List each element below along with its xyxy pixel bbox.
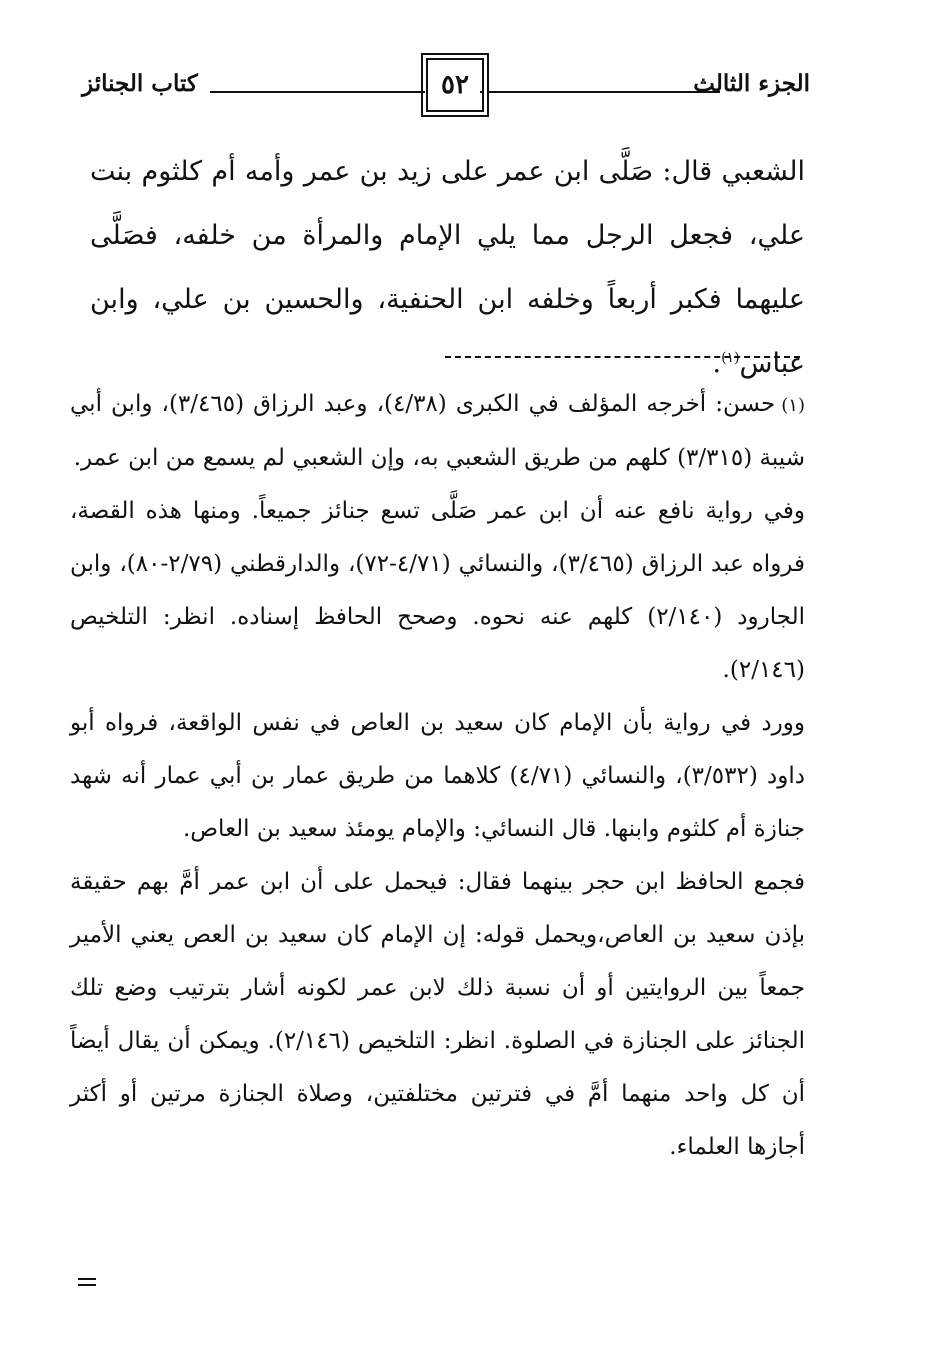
footnote-paragraph bbox=[70, 697, 805, 856]
footnote-text-1: حسن: أخرجه المؤلف في الكبرى (٤/٣٨)، وعبد الرزاق (٣/٤٦٥)، وابن أبي شيبة (٣/٣١٥) كلهم من طريق الشعبي به، وإن الشعبي لم يسمع من ابن عمر. bbox=[70, 391, 805, 471]
footnote-text-3: وورد في رواية بأن الإمام كان سعيد بن العاص في نفس الواقعة، فرواه أبو داود (٣/٥٣٢)، والنسائي (٤/٧١) كلاهما من طريق عمار بن أبي عمار أنه شهد جنازة أم كلثوم وابنها. قال النسائي: والإمام يومئذ سعيد بن العاص. bbox=[70, 710, 806, 842]
footnote-paragraph bbox=[70, 856, 805, 1174]
page-number: ٥٢ bbox=[441, 70, 469, 100]
footnote-marker: (١) bbox=[781, 395, 805, 416]
page-number-box bbox=[426, 58, 484, 112]
main-paragraph: الشعبي قال: صَلَّى ابن عمر على زيد بن عمر وأمه أم كلثوم بنت علي، فجعل الرجل مما يلي الإمام والمرأة من خلفه، فصَلَّى عليهما فكبر أربعاً وخلفه ابن الحنفية، والحسين بن علي، وابن عباس bbox=[90, 156, 805, 379]
header-part-title: الجزء الثالث bbox=[693, 70, 810, 97]
footnotes bbox=[70, 378, 805, 1174]
footnote-text-4: فجمع الحافظ ابن حجر بينهما فقال: فيحمل على أن ابن عمر أمَّ بهم حقيقة بإذن سعيد بن العاص،ويحمل قوله: إن الإمام كان سعيد بن العص يعني الأمير جمعاً بين الروايتين أو أن نسبة ذلك لابن عمر لكونه أشار بترتيب وضع تلك الجنائز على الجنازة في الصلوة. انظر: التلخيص (٢/١٤٦). ويمكن أن يقال أيضاً أن كل واحد منهما أمَّ في فترتين مختلفتين، وصلاة الجنازة مرتين أو أكثر أجازها العلماء. bbox=[70, 869, 805, 1160]
main-end-punct: . bbox=[712, 348, 722, 379]
header-rule-right bbox=[480, 91, 720, 93]
footnote-paragraph bbox=[70, 485, 805, 697]
header-rule-left bbox=[210, 91, 425, 93]
footnote-text-2: وفي رواية نافع عنه أن ابن عمر صَلَّى تسع جنائز جميعاً. ومنها هذه القصة، فرواه عبد الرزاق (٣/٤٦٥)، والنسائي (٤/٧١-٧٢)، والدارقطني (٢/٧٩-٨٠)، وابن الجارود (٢/١٤٠) كلهم عنه نحوه. وصحح الحافظ إسناده. انظر: التلخيص (٢/١٤٦). bbox=[70, 498, 805, 683]
footnote-ref: (١) bbox=[721, 350, 740, 366]
page-header bbox=[70, 58, 810, 118]
footnote-paragraph bbox=[70, 378, 805, 485]
page-end-mark bbox=[78, 1278, 96, 1290]
header-book-title: كتاب الجنائز bbox=[82, 70, 198, 97]
footnote-divider bbox=[445, 356, 800, 358]
